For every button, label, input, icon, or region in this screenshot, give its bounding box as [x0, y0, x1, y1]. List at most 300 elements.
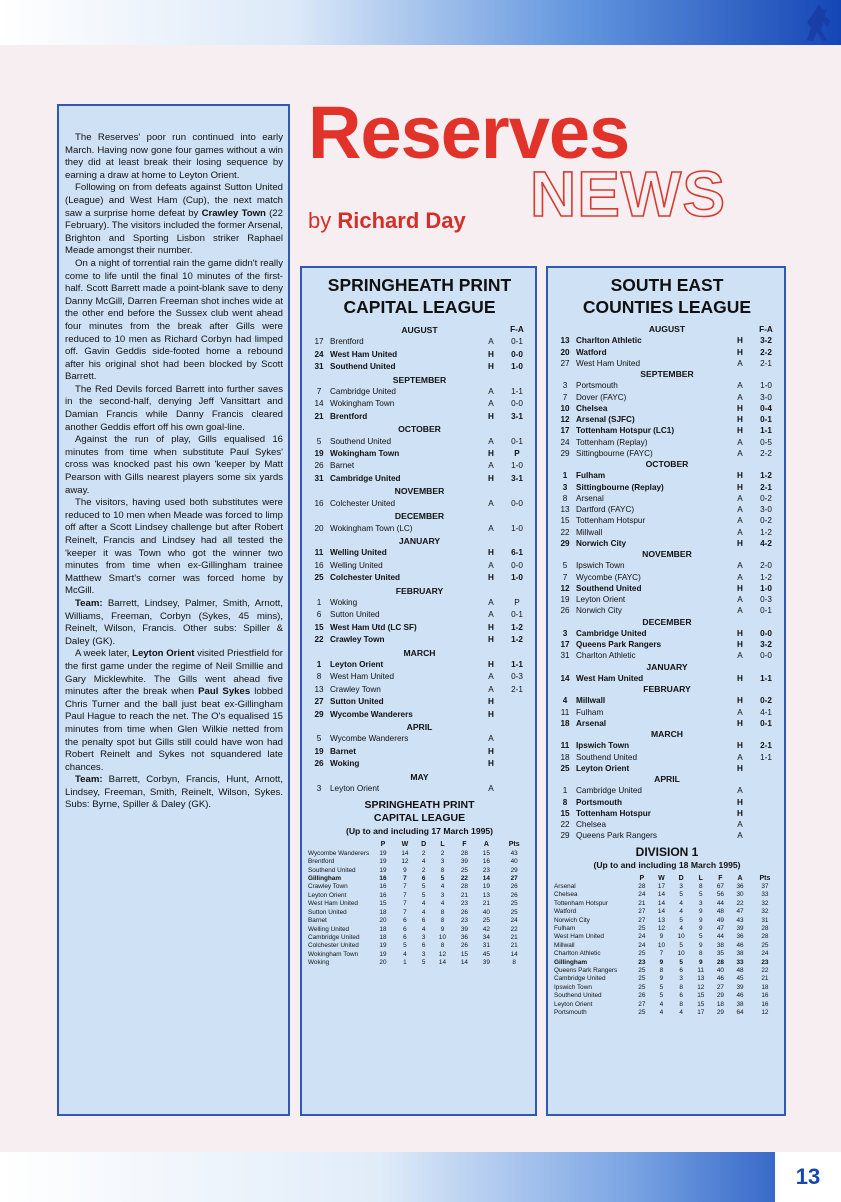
month-heading-row: [308, 771, 531, 783]
table-header-cell: A: [737, 874, 743, 882]
stat-d: 6: [421, 875, 426, 883]
stat-p: 24: [638, 891, 646, 899]
fixture-venue: A: [737, 358, 743, 368]
stat-d: 5: [421, 959, 426, 967]
month-heading-row: [554, 774, 780, 785]
fixture-row: [554, 515, 780, 526]
stat-f: 46: [716, 975, 724, 983]
fixture-date: 15: [560, 516, 570, 526]
month-heading: OCTOBER: [398, 424, 441, 435]
stat-p: 23: [638, 958, 646, 966]
stat-a: 16: [482, 858, 490, 866]
fixture-date: 1: [316, 597, 322, 607]
fixture-date: 25: [314, 573, 324, 583]
fixture-venue: H: [488, 697, 494, 707]
fixture-opponent: Charlton Athletic: [576, 651, 636, 661]
fixture-opponent: Colchester United: [330, 573, 401, 583]
fixture-venue: H: [737, 583, 743, 593]
fixture-opponent: Queens Park Rangers: [576, 640, 662, 649]
fa-header: [503, 647, 531, 659]
capital-table-title: [308, 799, 531, 825]
fixture-date: 8: [562, 797, 568, 807]
stat-d: 5: [421, 883, 426, 891]
fixture-row: [308, 622, 531, 634]
month-heading: JANUARY: [646, 661, 688, 672]
fixture-venue: H: [488, 349, 494, 359]
fixture-date: 20: [314, 523, 324, 533]
fixture-date: 18: [560, 718, 570, 728]
team-name: Southend United: [554, 992, 602, 1000]
fixture-date: 21: [314, 411, 324, 421]
table-header-row: [554, 875, 780, 883]
fixture-opponent: Dover (FAYC): [576, 392, 627, 402]
fixture-opponent: Woking: [330, 597, 358, 607]
stat-f: 27: [716, 983, 724, 991]
fixture-score: [503, 746, 531, 758]
month-heading: DECEMBER: [642, 616, 692, 627]
stat-pts: 28: [761, 933, 769, 941]
stat-p: 27: [638, 908, 646, 916]
stat-d: 4: [679, 908, 683, 916]
fixture-opponent: Southend United: [576, 583, 642, 593]
fixture-opponent: Cambridge United: [330, 473, 401, 483]
stat-pts: 18: [761, 983, 769, 991]
fixture-row: [308, 547, 531, 559]
fixture-date: 7: [562, 392, 568, 402]
stat-p: 25: [638, 983, 646, 991]
stat-f: 67: [716, 882, 724, 890]
fixture-venue: H: [737, 403, 743, 413]
fixture-row: [308, 436, 531, 448]
fixtures-spacer: [554, 774, 582, 785]
fixture-venue: H: [737, 741, 743, 751]
table-header-row: [308, 841, 531, 849]
fixtures-spacer: [554, 369, 582, 380]
bottom-banner: [0, 1152, 841, 1202]
stat-w: 7: [403, 875, 407, 883]
stat-a: 45: [736, 975, 744, 983]
fixture-date: 13: [560, 336, 570, 346]
fixture-row: [554, 628, 780, 639]
stat-p: 18: [379, 925, 387, 933]
fixture-score: 0-1: [511, 610, 523, 620]
team-name: Arsenal: [554, 882, 576, 890]
table-header-cell: L: [440, 841, 445, 849]
stat-pts: 22: [761, 966, 769, 974]
fa-header: [752, 774, 780, 785]
month-heading-row: [554, 662, 780, 673]
stat-pts: 32: [761, 908, 769, 916]
stat-w: 9: [659, 958, 664, 966]
fixture-opponent: Brentford: [330, 337, 364, 347]
fixture-opponent: Barnet: [330, 746, 356, 756]
month-heading: NOVEMBER: [642, 549, 692, 559]
fixture-venue: A: [737, 392, 743, 402]
fixture-opponent: Wokingham Town: [330, 399, 395, 409]
stat-p: 16: [379, 883, 387, 891]
fixture-score: 0-2: [760, 516, 772, 526]
month-heading-row: [308, 374, 531, 386]
stat-p: 26: [638, 992, 646, 1000]
stat-f: 28: [716, 958, 724, 966]
table-row: [308, 951, 531, 959]
counties-league-box: [546, 266, 786, 1116]
month-heading-row: [308, 510, 531, 522]
stat-a: 38: [736, 950, 744, 958]
fixture-opponent: Southend United: [576, 752, 637, 762]
fixture-row: [554, 785, 780, 796]
stat-w: 5: [403, 942, 407, 950]
stat-w: 12: [401, 858, 409, 866]
fixture-venue: A: [737, 561, 743, 571]
table-row: [554, 950, 780, 958]
fixture-row: [554, 695, 780, 706]
fixture-score: [752, 830, 780, 841]
fixtures-spacer: [308, 510, 336, 522]
fixture-venue: A: [737, 752, 743, 762]
stat-d: 10: [677, 950, 685, 958]
fixture-venue: A: [737, 831, 743, 841]
month-heading-row: [308, 535, 531, 547]
fixture-date: 11: [560, 741, 570, 751]
fixture-date: 22: [314, 635, 324, 645]
fixture-row: [308, 733, 531, 745]
stat-w: 9: [659, 933, 664, 941]
table-row: [554, 959, 780, 967]
stat-a: 46: [736, 992, 744, 1000]
stat-f: 44: [716, 899, 724, 907]
stat-a: 40: [482, 908, 490, 916]
fixture-opponent: Woking: [330, 759, 360, 769]
story-bold-text: Team:: [75, 774, 103, 786]
fixture-date: 4: [562, 696, 568, 706]
stat-d: 4: [679, 924, 683, 932]
fixture-date: 26: [314, 759, 324, 769]
fixture-score: 1-1: [760, 673, 772, 683]
fixtures-spacer: [308, 585, 336, 597]
fixture-row: [308, 758, 531, 770]
month-heading-row: [308, 585, 531, 597]
fixture-opponent: West Ham United: [576, 673, 644, 683]
stat-p: 18: [379, 933, 387, 941]
fixture-opponent: Sutton United: [330, 697, 384, 707]
fixture-score: 1-2: [760, 572, 772, 582]
fixture-date: 3: [562, 482, 568, 492]
fixture-venue: A: [737, 437, 743, 447]
team-name: Tottenham Hotspur: [554, 899, 608, 907]
month-heading: AUGUST: [648, 324, 686, 334]
fixture-venue: A: [488, 461, 494, 471]
fixture-venue: A: [488, 560, 494, 570]
stat-l: 15: [697, 992, 705, 1000]
fixture-venue: H: [488, 709, 494, 719]
fixture-score: [752, 763, 780, 774]
fa-header: [503, 535, 531, 547]
fixture-score: 1-0: [511, 573, 523, 583]
team-name: Fulham: [554, 924, 576, 932]
stat-f: 21: [460, 891, 468, 899]
stat-f: 28: [460, 849, 468, 857]
stat-f: 48: [716, 908, 724, 916]
stat-a: 38: [736, 1000, 744, 1008]
fixture-row: [308, 609, 531, 621]
fixture-venue: H: [488, 659, 494, 669]
stat-d: 4: [421, 900, 426, 908]
stat-l: 8: [440, 917, 445, 925]
fixture-opponent: Leyton Orient: [330, 784, 380, 794]
stat-pts: 32: [761, 899, 769, 907]
table-header-cell: F: [718, 874, 723, 882]
fixture-date: 29: [560, 448, 570, 458]
counties-title-line1: SOUTH EAST: [610, 275, 724, 295]
table-header-cell: Pts: [759, 874, 771, 882]
fixture-date: 29: [560, 831, 570, 841]
month-heading: SEPTEMBER: [392, 374, 447, 385]
fixture-venue: A: [737, 820, 743, 829]
month-heading: MAY: [410, 771, 429, 782]
fixtures-spacer: [554, 662, 582, 673]
fixture-opponent: Tottenham Hotspur: [576, 808, 651, 818]
stat-p: 20: [379, 959, 387, 967]
stat-w: 4: [659, 1000, 664, 1008]
fixture-venue: H: [488, 548, 494, 558]
table-header-cell: D: [421, 841, 427, 849]
table-row: [308, 917, 531, 925]
team-name: Welling United: [308, 925, 350, 933]
fixture-date: 25: [560, 763, 570, 773]
stat-l: 8: [698, 950, 703, 958]
fixture-date: 3: [562, 381, 568, 391]
stat-pts: 8: [512, 959, 516, 967]
fixture-opponent: Crawley Town: [330, 684, 381, 694]
table-row: [308, 909, 531, 917]
fixture-row: [554, 605, 780, 616]
table-header-cell: [308, 841, 372, 849]
table-header-cell: F: [462, 841, 467, 849]
stat-f: 49: [716, 916, 724, 924]
table-row: [554, 917, 780, 925]
stat-a: 34: [482, 933, 490, 941]
fixture-row: [308, 460, 531, 472]
stat-l: 2: [440, 849, 445, 857]
fa-header: [752, 729, 780, 740]
fixture-opponent: Tottenham Hotspur: [576, 516, 646, 526]
table-row: [308, 892, 531, 900]
stat-l: 3: [698, 899, 703, 907]
fixture-row: [554, 594, 780, 605]
month-heading: APRIL: [406, 722, 433, 732]
fixture-venue: H: [737, 426, 743, 436]
fixture-date: 19: [560, 595, 570, 604]
stat-l: 3: [440, 891, 445, 899]
fixture-row: [308, 523, 531, 535]
fixture-date: 12: [560, 415, 570, 424]
stat-d: 4: [421, 908, 426, 916]
fixture-date: 17: [560, 640, 570, 649]
fixture-date: 14: [560, 673, 570, 683]
month-heading: SEPTEMBER: [640, 369, 694, 379]
table-row: [308, 850, 531, 858]
table-row: [308, 926, 531, 934]
story-text: The Reserves' poor run continued into early March. Having now gone four games without a win they did at least break their losing sequence by earning a draw at home to Leyton Orient.: [65, 132, 283, 181]
stat-p: 28: [638, 882, 646, 890]
fixture-venue: A: [488, 672, 494, 682]
fixtures-spacer: [554, 684, 582, 695]
fixture-opponent: Wokingham Town: [330, 449, 400, 459]
fixture-venue: A: [488, 597, 494, 607]
stat-d: 3: [679, 882, 683, 890]
fixture-score: 0-4: [760, 403, 772, 413]
stat-pts: 21: [510, 933, 518, 941]
stat-d: 6: [679, 966, 683, 974]
fixture-score: [503, 733, 531, 745]
month-heading-row: [554, 729, 780, 740]
fixture-score: 4-1: [760, 707, 772, 717]
month-heading: DECEMBER: [394, 511, 445, 522]
stat-pts: 26: [510, 891, 518, 899]
stat-f: 56: [716, 891, 724, 899]
story-bold-text: Team:: [75, 597, 103, 609]
fixtures-spacer: [308, 647, 336, 659]
fixture-row: [554, 639, 780, 650]
stat-pts: 24: [761, 950, 769, 958]
fixture-row: [554, 819, 780, 830]
fixture-score: 3-1: [511, 473, 523, 483]
stat-p: 18: [379, 908, 387, 916]
fixture-venue: H: [737, 673, 743, 683]
fixture-venue: A: [488, 337, 494, 347]
fixture-row: [554, 358, 780, 369]
stat-w: 14: [401, 849, 409, 857]
division-table-subtitle: (Up to and including 18 March 1995): [593, 859, 741, 870]
fixture-opponent: Fulham: [576, 707, 604, 717]
stat-pts: 43: [510, 849, 518, 857]
fa-header: [503, 485, 531, 497]
stat-w: 4: [659, 1009, 664, 1016]
fixture-opponent: Sittingbourne (FAYC): [576, 448, 653, 458]
fixture-opponent: West Ham United: [330, 349, 398, 359]
fixture-date: 5: [316, 436, 322, 446]
fixture-date: 3: [316, 784, 322, 794]
table-header-cell: P: [380, 841, 386, 849]
story-text: Following on from defeats against Sutton United (League) and West Ham (Cup), the next match saw a surprise home defeat by: [65, 182, 283, 219]
fixture-row: [554, 808, 780, 819]
fixture-score: 0-1: [760, 606, 772, 616]
fixture-row: [554, 392, 780, 403]
month-heading-row: [554, 617, 780, 628]
fixture-row: [554, 752, 780, 763]
stat-l: 9: [440, 925, 445, 933]
stat-a: 13: [482, 891, 490, 899]
fixture-venue: H: [488, 622, 494, 632]
fixture-opponent: Charlton Athletic: [576, 336, 642, 346]
table-row: [554, 900, 780, 908]
news-title: NEWS: [530, 158, 726, 230]
fixture-opponent: Tottenham Hotspur (LC1): [576, 426, 675, 436]
month-heading: JANUARY: [398, 535, 441, 546]
table-row: [554, 891, 780, 899]
fixture-opponent: Cambridge United: [576, 786, 642, 796]
fixture-row: [554, 425, 780, 436]
story-text: The Red Devils forced Barrett into further saves in the second-half, denying Jeff Vansittart and Damian Francis while Danny Francis cleared another Geddis effort off his own goal-line.: [65, 383, 283, 433]
fixture-score: 0-1: [511, 436, 523, 446]
stat-pts: 33: [761, 891, 769, 899]
story-text: (22 February). The visitors included the former Arsenal, Brighton and Sporting Lisbon striker Raphael Meade amongst their number.: [65, 207, 283, 257]
stat-w: 1: [403, 959, 407, 967]
fixture-date: 16: [314, 498, 324, 508]
fixture-score: 0-0: [511, 349, 523, 359]
fixture-venue: H: [737, 797, 743, 807]
month-heading-row: [308, 721, 531, 733]
stat-a: 36: [736, 882, 744, 890]
fixture-score: [752, 819, 780, 830]
stat-d: 4: [679, 899, 683, 907]
fixture-date: 27: [560, 358, 570, 368]
team-name: Colchester United: [308, 942, 359, 950]
story-text: Barrett, Lindsey, Palmer, Smith, Arnott, Williams, Freeman, Corbyn (Sykes, 45 mins), Reinelt, Wilson, Francis. Other subs: Spiller & Daley (GK).: [65, 597, 283, 647]
stat-pts: 37: [761, 882, 769, 890]
story-paragraph: [65, 434, 283, 497]
stat-d: 5: [679, 916, 683, 924]
fa-header: F-A: [510, 325, 524, 334]
fixture-venue: A: [737, 606, 743, 616]
fixture-date: 11: [560, 707, 570, 717]
stat-w: 14: [657, 908, 666, 916]
stat-d: 4: [421, 858, 426, 866]
fixture-score: 1-2: [511, 622, 523, 632]
stat-w: 14: [657, 899, 666, 907]
stat-f: 40: [716, 966, 724, 974]
fixture-row: [308, 411, 531, 423]
fixture-venue: H: [488, 362, 494, 372]
stat-d: 4: [679, 1009, 683, 1016]
fixture-opponent: Arsenal (SJFC): [576, 415, 635, 424]
fixture-row: [308, 336, 531, 348]
fixture-opponent: Sutton United: [330, 610, 380, 620]
fixture-score: 3-1: [511, 411, 523, 421]
stat-a: 25: [482, 917, 490, 925]
stat-pts: 16: [761, 992, 769, 1000]
stat-d: 5: [679, 891, 683, 899]
fixtures-spacer: [308, 721, 336, 733]
table-header-cell: A: [483, 841, 489, 849]
fixture-date: 12: [560, 583, 570, 593]
fixture-score: 1-1: [511, 387, 523, 397]
fixture-score: 2-1: [760, 741, 772, 751]
fixture-opponent: Leyton Orient: [330, 659, 384, 669]
fixture-row: [308, 361, 531, 373]
fixture-opponent: Leyton Orient: [576, 595, 626, 604]
team-name: Sutton United: [308, 908, 347, 916]
fixture-score: 3-0: [760, 392, 772, 402]
table-row: [308, 942, 531, 950]
stat-f: 26: [460, 942, 468, 950]
stat-f: 18: [716, 1000, 724, 1008]
fixture-opponent: Ipswich Town: [576, 741, 630, 751]
fixture-venue: H: [488, 573, 494, 583]
fixture-venue: H: [737, 763, 743, 773]
table-header-cell: D: [678, 874, 684, 882]
fixture-date: 26: [314, 461, 324, 471]
team-name: Wycombe Wanderers: [308, 849, 370, 857]
fixtures-spacer: [308, 535, 336, 547]
stat-w: 9: [403, 866, 407, 874]
fixture-score: 0-0: [511, 399, 523, 409]
fixture-venue: A: [737, 505, 743, 514]
fixture-opponent: Wycombe Wanderers: [330, 709, 413, 719]
fixture-venue: A: [488, 734, 494, 744]
stat-a: 30: [736, 891, 744, 899]
